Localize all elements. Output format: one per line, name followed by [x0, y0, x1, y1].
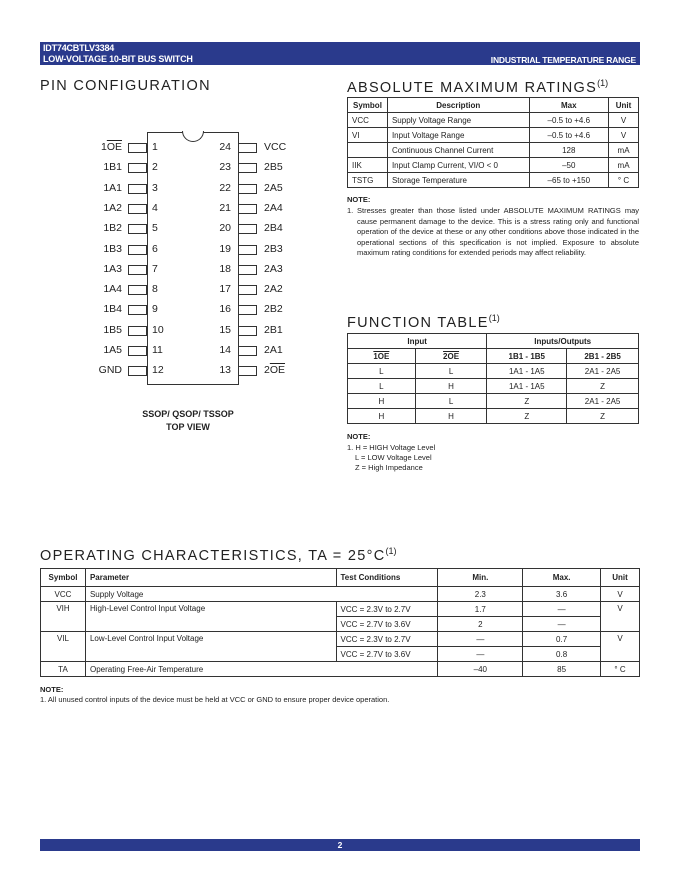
table-row [41, 632, 640, 647]
cell-desc: Input Voltage Range [387, 128, 529, 143]
pin-number: 24 [219, 141, 231, 153]
cell-symbol: VCC [41, 587, 86, 602]
cell: L [415, 364, 487, 379]
pin-label: 2B4 [264, 222, 283, 235]
pin-lead [128, 184, 147, 194]
abs-max-note-label: NOTE: [347, 195, 371, 204]
pin-lead [238, 224, 257, 234]
pin-lead [128, 285, 147, 295]
pin-lead [238, 366, 257, 376]
cell: Z [567, 409, 639, 424]
pin-label: 2A1 [264, 344, 283, 356]
table-row [348, 364, 639, 379]
pin-lead [128, 224, 147, 234]
cell: H [415, 379, 487, 394]
cell-param: Low-Level Control Input Voltage [85, 632, 336, 662]
pin-number: 7 [152, 262, 158, 275]
pin-label: 2B5 [264, 161, 283, 174]
pin-label: 1A4 [103, 283, 122, 296]
cell-desc: Storage Temperature [387, 173, 529, 188]
pin-number: 2 [152, 161, 158, 174]
cell: L [415, 394, 487, 409]
temperature-range: INDUSTRIAL TEMPERATURE RANGE [490, 55, 636, 65]
cell-max: 0.7 [523, 632, 601, 647]
cell-unit: V [609, 113, 639, 128]
function-table-title-text: FUNCTION TABLE [347, 314, 489, 331]
cell-symbol: IIK [348, 158, 388, 173]
function-table [347, 333, 639, 424]
pin-lead [128, 346, 147, 356]
pin-number: 5 [152, 222, 158, 235]
col-parameter: Parameter [85, 569, 336, 587]
cell: L [348, 379, 416, 394]
cell: Z [567, 379, 639, 394]
cell-unit: V [601, 602, 640, 632]
pin-number: 20 [219, 222, 231, 235]
pin-number: 23 [219, 161, 231, 174]
pin-label: 1B3 [103, 242, 122, 255]
pin-label: 2B2 [264, 303, 283, 316]
pin-label: $2\overline{OE}$ [264, 364, 286, 377]
cell-min: –40 [438, 662, 523, 677]
pin-lead [238, 204, 257, 214]
cell-desc: Input Clamp Current, VI/O < 0 [387, 158, 529, 173]
op-char-title-text: OPERATING CHARACTERISTICS, TA = 25°C [40, 547, 386, 564]
pin-lead [128, 366, 147, 376]
op-char-table [40, 568, 640, 677]
table-header-row [348, 349, 639, 364]
table-header-row [348, 98, 639, 113]
table-row [41, 602, 640, 617]
cell-symbol: TSTG [348, 173, 388, 188]
pin-number: 21 [219, 201, 231, 214]
pin-lead [128, 265, 147, 275]
cell-unit: V [601, 587, 640, 602]
function-note-line: L = LOW Voltage Level [355, 453, 432, 462]
op-char-note-label: NOTE: [40, 685, 64, 694]
cell-max: –0.5 to +4.6 [529, 128, 609, 143]
cell-max: –0.5 to +4.6 [529, 113, 609, 128]
pin-label: VCC [264, 141, 287, 153]
cell: 1A1 - 1A5 [487, 364, 567, 379]
cell-desc: Continuous Channel Current [387, 143, 529, 158]
pin-label: 1B2 [103, 222, 122, 235]
part-number: IDT74CBTLV3384 [43, 43, 115, 53]
cell-symbol: VIL [41, 632, 86, 662]
cell: H [348, 409, 416, 424]
cell-max: 0.8 [523, 647, 601, 662]
cell-param: Supply Voltage [85, 587, 437, 602]
pin-config-title: PIN CONFIGURATION [40, 78, 211, 94]
pin-label: 1A5 [103, 344, 122, 356]
cell-unit: mA [609, 143, 639, 158]
pin-number: 8 [152, 283, 158, 296]
group-inputs-outputs: Inputs/Outputs [487, 334, 639, 349]
pin-number: 19 [219, 242, 231, 255]
table-row [348, 143, 639, 158]
cell-min: 2.3 [438, 587, 523, 602]
package-types: SSOP/ QSOP/ TSSOP [142, 409, 234, 419]
pin-lead [128, 305, 147, 315]
pin-lead [238, 285, 257, 295]
table-row [348, 158, 639, 173]
cell-symbol [348, 143, 388, 158]
header-subtitle: LOW-VOLTAGE 10-BIT BUS SWITCH [43, 54, 193, 64]
package-view: TOP VIEW [166, 422, 210, 432]
table-row [41, 587, 640, 602]
pin-number: 22 [219, 181, 231, 194]
pin-label: 2A2 [264, 283, 283, 296]
pin-lead [238, 326, 257, 336]
pin-number: 16 [219, 303, 231, 316]
col-unit: Unit [609, 98, 639, 113]
cell-cond: VCC = 2.7V to 3.6V [336, 617, 438, 632]
cell-min: 1.7 [438, 602, 523, 617]
pin-lead [128, 163, 147, 173]
cell: 2A1 - 2A5 [567, 364, 639, 379]
pin-label: 2A5 [264, 181, 283, 194]
col-1oe: 1OE [348, 349, 416, 364]
cell-max: — [523, 617, 601, 632]
cell-symbol: TA [41, 662, 86, 677]
cell-unit: V [609, 128, 639, 143]
cell-unit: V [601, 632, 640, 662]
col-symbol: Symbol [41, 569, 86, 587]
cell: L [348, 364, 416, 379]
col-unit: Unit [601, 569, 640, 587]
abs-max-table [347, 97, 639, 188]
pin-label: 2B3 [264, 242, 283, 255]
pin-label: 1B4 [103, 303, 122, 316]
group-input: Input [348, 334, 487, 349]
pin-number: 11 [152, 344, 163, 356]
op-char-note: 1. All unused control inputs of the device must be held at VCC or GND to ensure proper device operation. [40, 695, 390, 704]
col-max: Max [529, 98, 609, 113]
cell-max: 85 [523, 662, 601, 677]
table-row [348, 113, 639, 128]
cell-desc: Supply Voltage Range [387, 113, 529, 128]
table-row [348, 379, 639, 394]
cell-max: 3.6 [523, 587, 601, 602]
pin-lead [238, 184, 257, 194]
cell-symbol: VIH [41, 602, 86, 632]
col-symbol: Symbol [348, 98, 388, 113]
cell-param: Operating Free-Air Temperature [85, 662, 437, 677]
table-row [348, 128, 639, 143]
pin-lead [238, 163, 257, 173]
pin-label: 1B5 [103, 323, 122, 336]
cell-cond: VCC = 2.3V to 2.7V [336, 602, 438, 617]
pin-number: 3 [152, 181, 158, 194]
cell: Z [487, 409, 567, 424]
cell-max: — [523, 602, 601, 617]
pin-lead [238, 305, 257, 315]
col-1b: 1B1 - 1B5 [487, 349, 567, 364]
cell: H [348, 394, 416, 409]
function-table-title [347, 313, 500, 331]
function-note-line: 1. H = HIGH Voltage Level [347, 443, 436, 452]
col-max: Max. [523, 569, 601, 587]
cell: H [415, 409, 487, 424]
table-row [348, 394, 639, 409]
abs-max-title-text: ABSOLUTE MAXIMUM RATINGS [347, 79, 598, 96]
cell-min: — [438, 632, 523, 647]
abs-max-title-note: (1) [597, 78, 609, 88]
pin-label: 2A3 [264, 262, 283, 275]
function-table-title-note: (1) [488, 313, 500, 323]
abs-max-title [347, 78, 608, 96]
pin-number: 12 [152, 364, 164, 377]
cell-symbol: VI [348, 128, 388, 143]
pin-label: GND [98, 364, 122, 377]
pin-lead [238, 265, 257, 275]
col-test-conditions: Test Conditions [336, 569, 438, 587]
pin-lead [128, 143, 147, 153]
pin-lead [128, 245, 147, 255]
pin-label: 1B1 [103, 161, 122, 174]
page-number: 2 [337, 840, 343, 850]
cell-unit: ° C [601, 662, 640, 677]
cell: 2A1 - 2A5 [567, 394, 639, 409]
col-2b: 2B1 - 2B5 [567, 349, 639, 364]
cell-param: High-Level Control Input Voltage [85, 602, 336, 632]
cell-min: — [438, 647, 523, 662]
pin-number: 1 [152, 141, 158, 153]
pin-lead [238, 346, 257, 356]
cell: 1A1 - 1A5 [487, 379, 567, 394]
table-row [348, 409, 639, 424]
pin-number: 6 [152, 242, 158, 255]
pin-number: 14 [219, 344, 231, 356]
pin-number: 10 [152, 323, 164, 336]
table-header-row [41, 569, 640, 587]
table-row [41, 662, 640, 677]
pin-label: 1A2 [103, 201, 122, 214]
pin-label: 1A1 [103, 181, 122, 194]
cell-max: 128 [529, 143, 609, 158]
pin-number: 18 [219, 262, 231, 275]
pin-label: 2A4 [264, 201, 283, 214]
cell-unit: ° C [609, 173, 639, 188]
pin-lead [238, 143, 257, 153]
pin-number: 15 [219, 323, 231, 336]
cell: Z [487, 394, 567, 409]
op-char-title-note: (1) [385, 546, 397, 556]
abs-max-note-num: 1. [347, 206, 354, 215]
pin-label: 2B1 [264, 323, 283, 336]
pin-number: 17 [219, 283, 231, 296]
table-group-row [348, 334, 639, 349]
table-row [348, 173, 639, 188]
pin-number: 4 [152, 201, 158, 214]
pin-lead [128, 204, 147, 214]
function-note-label: NOTE: [347, 432, 371, 441]
cell-unit: mA [609, 158, 639, 173]
pin-label: 1A3 [103, 262, 122, 275]
cell-symbol: VCC [348, 113, 388, 128]
op-char-title [40, 546, 396, 564]
col-2oe: 2OE [415, 349, 487, 364]
cell-cond: VCC = 2.3V to 2.7V [336, 632, 438, 647]
col-description: Description [387, 98, 529, 113]
pin-lead [128, 326, 147, 336]
pin-label: $1\overline{OE}$ [100, 141, 122, 153]
cell-cond: VCC = 2.7V to 3.6V [336, 647, 438, 662]
cell-max: –50 [529, 158, 609, 173]
pin-number: 9 [152, 303, 158, 316]
cell-min: 2 [438, 617, 523, 632]
cell-max: –65 to +150 [529, 173, 609, 188]
pin-number: 13 [219, 364, 231, 377]
pin-lead [238, 245, 257, 255]
abs-max-note: Stresses greater than those listed under ABSOLUTE MAXIMUM RATINGS may cause permanent damage to the device. This is a stress rating only and functional operation of the device at these or any other conditions above those indicated in the operational sections of this specification is not implied. Exposure to absolute maximum rating conditions for extended periods may affect reliability. [357, 206, 639, 257]
function-note-line: Z = High Impedance [355, 463, 423, 472]
col-min: Min. [438, 569, 523, 587]
